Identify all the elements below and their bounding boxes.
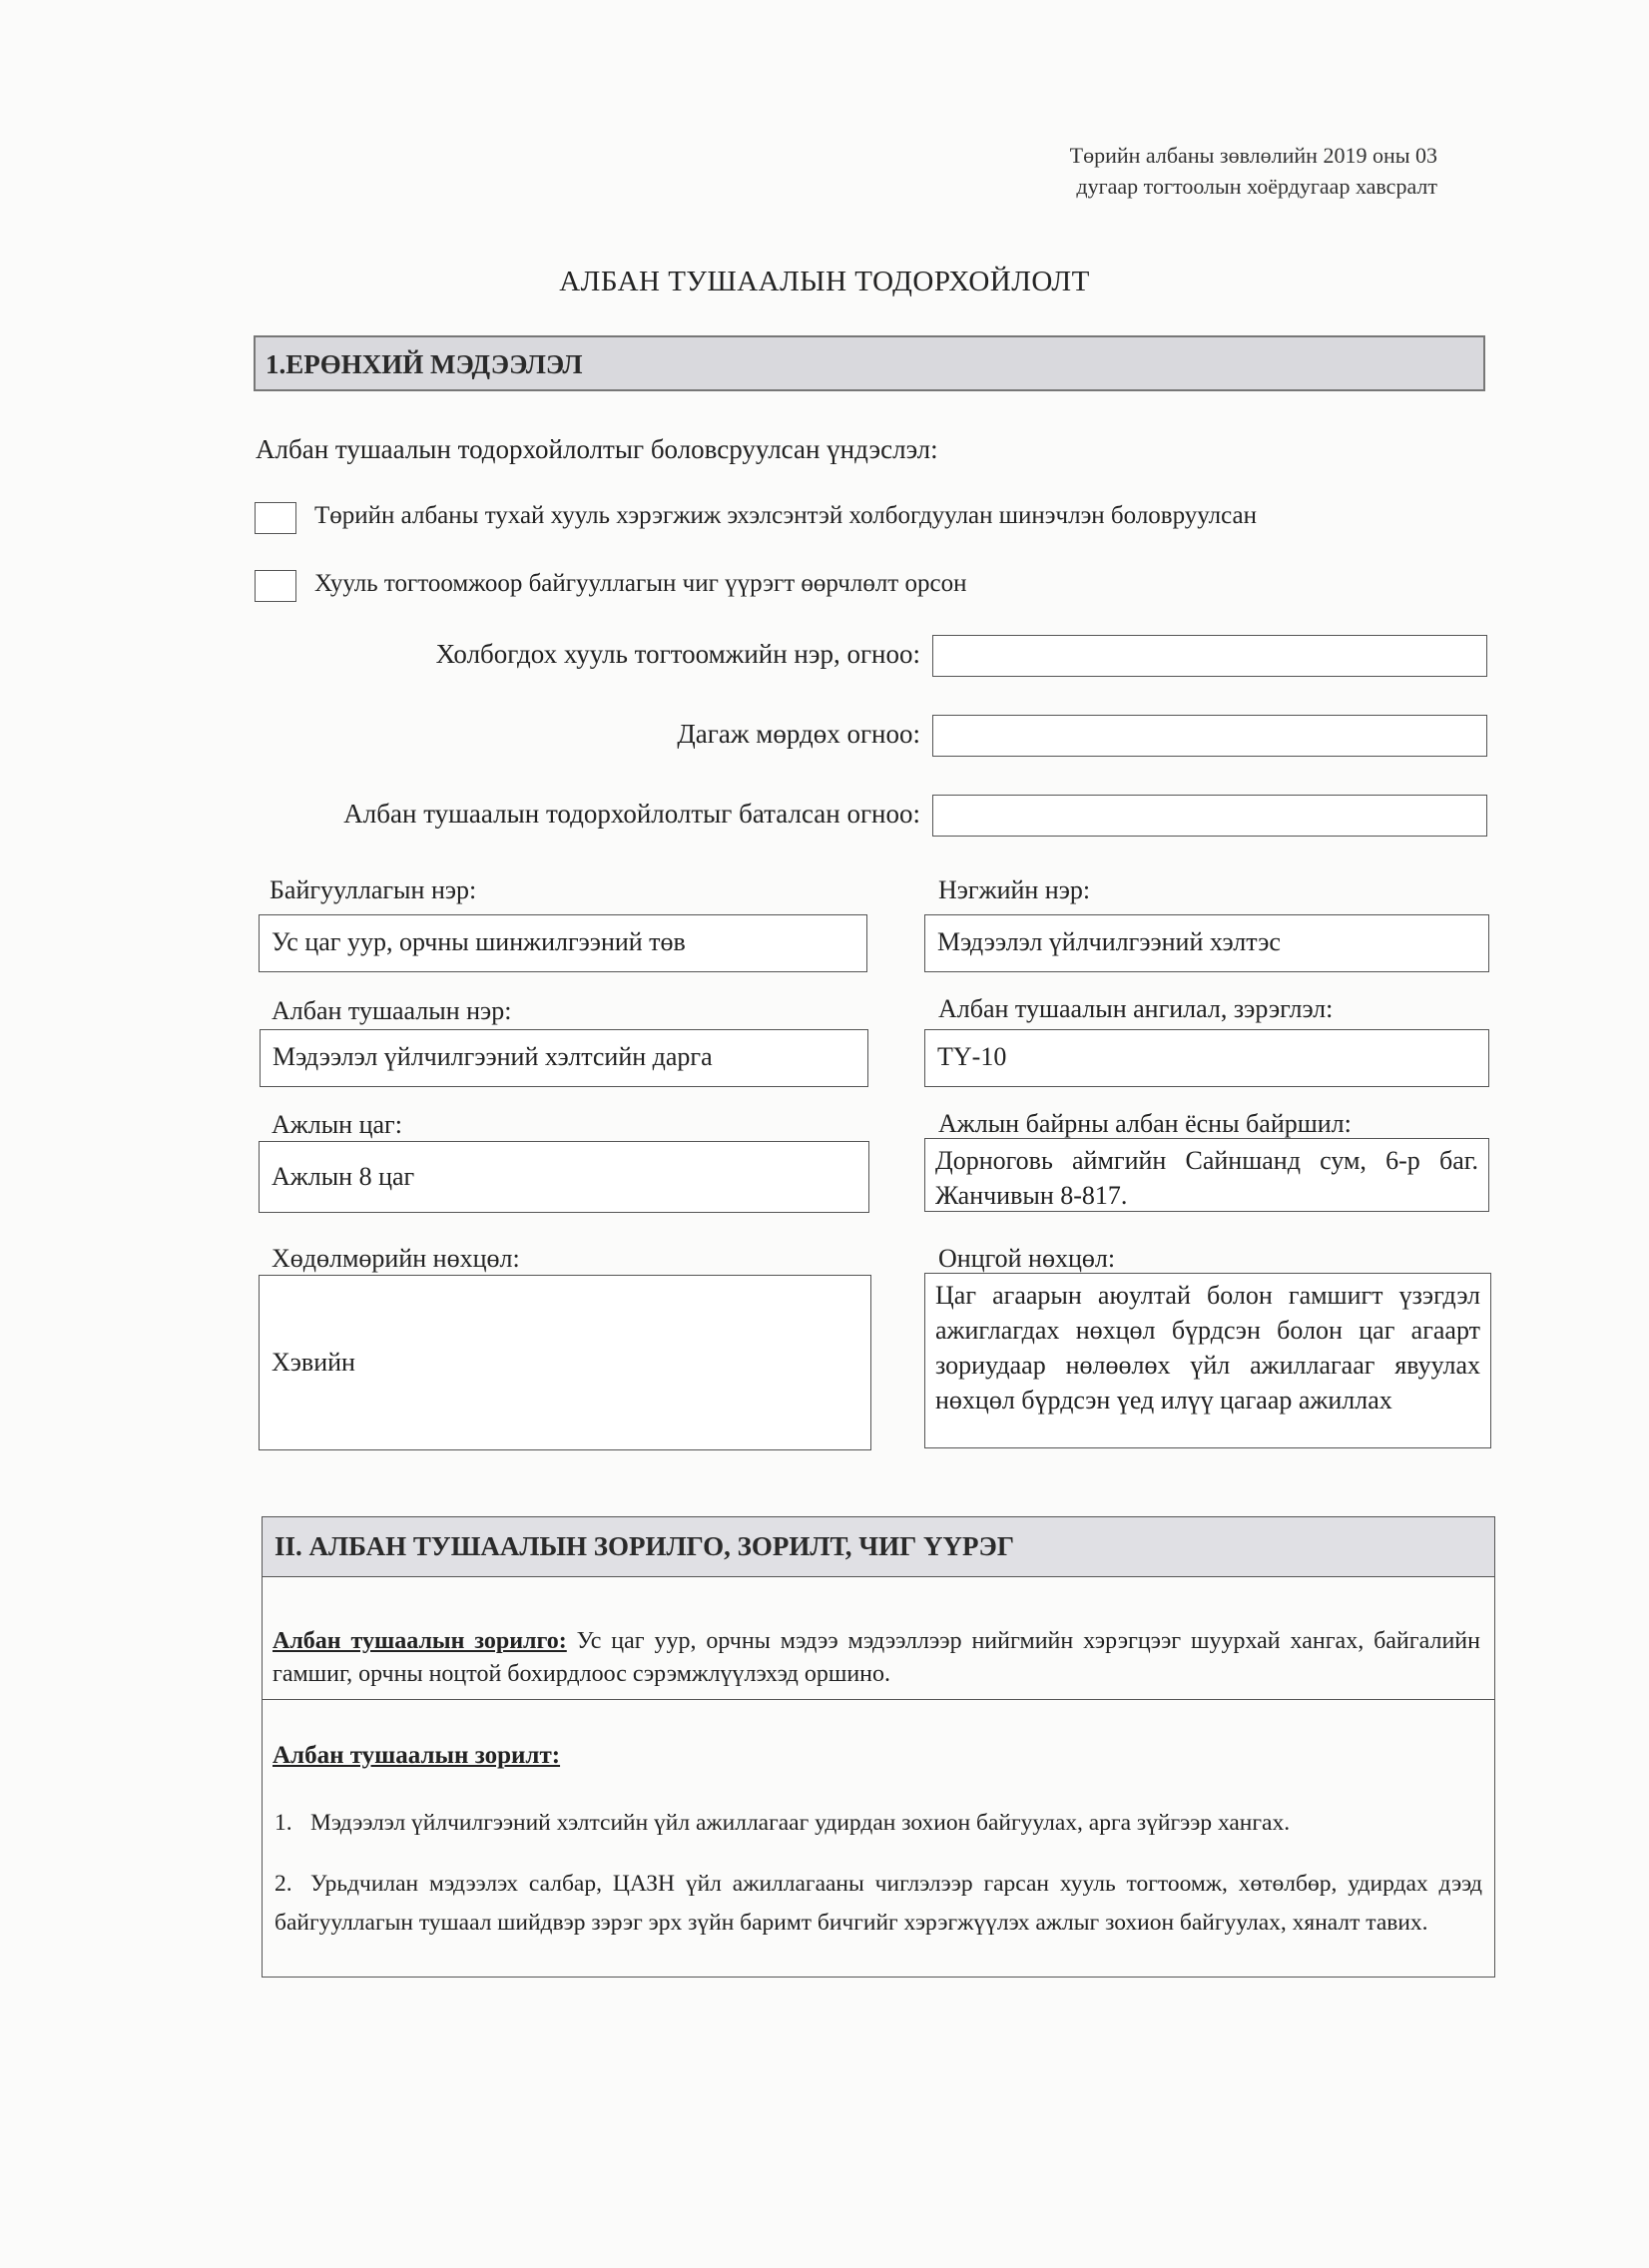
header-note	[978, 140, 1437, 202]
goal-divider	[263, 1699, 1494, 1700]
header-note-line1: Төрийн албаны зөвлөлийн 2019 оны 03	[1069, 143, 1437, 168]
org-name-value: Ус цаг уур, орчны шинжилгээний төв	[259, 914, 867, 972]
location-label: Ажлын байрны албан ёсны байршил:	[938, 1109, 1352, 1138]
section2-box	[262, 1516, 1495, 1978]
header-note-line2: дугаар тогтоолын хоёрдугаар хавсралт	[1076, 174, 1437, 199]
approved-date-label: Албан тушаалын тодорхойлолтыг баталсан огноо:	[343, 799, 920, 829]
unit-name-value: Мэдээлэл үйлчилгээний хэлтэс	[924, 914, 1489, 972]
special-conditions-label: Онцгой нөхцөл:	[938, 1244, 1116, 1273]
section2-heading-bar	[263, 1517, 1494, 1577]
checkbox-new-law[interactable]	[255, 502, 296, 534]
goal-label: Албан тушаалын зорилго:	[273, 1628, 567, 1654]
objectives-label: Албан тушаалын зорилт:	[273, 1742, 561, 1769]
section2-heading: II. АЛБАН ТУШААЛЫН ЗОРИЛГО, ЗОРИЛТ, ЧИГ ҮҮРЭГ	[275, 1531, 1014, 1561]
work-hours-value: Ажлын 8 цаг	[259, 1141, 869, 1213]
effective-date-field[interactable]	[932, 715, 1487, 757]
objective-item	[275, 1865, 1482, 1943]
section1-heading-bar	[254, 335, 1485, 391]
law-name-field[interactable]	[932, 635, 1487, 677]
conditions-label: Хөдөлмөрийн нөхцөл:	[272, 1244, 520, 1273]
document-title: АЛБАН ТУШААЛЫН ТОДОРХОЙЛОЛТ	[559, 266, 1090, 297]
objective-number: 2.	[275, 1871, 292, 1897]
position-class-value: ТҮ-10	[924, 1029, 1489, 1087]
basis-label: Албан тушаалын тодорхойлолтыг боловсруулсан үндэслэл:	[256, 434, 938, 464]
checkbox-new-law-label: Төрийн албаны тухай хууль хэрэгжиж эхэлсэнтэй холбогдуулан шинэчлэн боловруулсан	[314, 502, 1258, 529]
org-name-label: Байгууллагын нэр:	[270, 875, 477, 904]
objective-item	[275, 1804, 1482, 1843]
checkbox-law-change-label: Хууль тогтоомжоор байгууллагын чиг үүрэгт өөрчлөлт орсон	[314, 570, 967, 597]
checkbox-law-change[interactable]	[255, 570, 296, 602]
unit-name-label: Нэгжийн нэр:	[938, 875, 1091, 904]
position-class-label: Албан тушаалын ангилал, зэрэглэл:	[938, 994, 1334, 1023]
objective-number: 1.	[275, 1810, 292, 1836]
approved-date-field[interactable]	[932, 795, 1487, 837]
position-name-label: Албан тушаалын нэр:	[272, 996, 512, 1025]
objective-text: Мэдээлэл үйлчилгээний хэлтсийн үйл ажиллагааг удирдан зохион байгуулах, арга зүйгээр хангах.	[310, 1810, 1291, 1836]
goal-paragraph	[273, 1625, 1480, 1691]
conditions-value: Хэвийн	[259, 1275, 871, 1450]
law-name-label: Холбогдох хууль тогтоомжийн нэр, огноо:	[435, 639, 920, 669]
position-name-value: Мэдээлэл үйлчилгээний хэлтсийн дарга	[260, 1029, 868, 1087]
location-value: Дорноговь аймгийн Сайншанд сум, 6-р баг. Жанчивын 8-817.	[924, 1138, 1489, 1212]
section1-heading: 1.ЕРӨНХИЙ МЭДЭЭЛЭЛ	[266, 349, 583, 379]
effective-date-label: Дагаж мөрдөх огноо:	[677, 719, 920, 749]
objective-text: Урьдчилан мэдээлэх салбар, ЦАЗН үйл ажиллагааны чиглэлээр гарсан хууль тогтоомж, хөтөлбөр, удирдах дээд байгууллагын тушаал шийдвэр зэрэг эрх зүйн баримт бичгийг хэрэгжүүлэх ажлыг зохион байгуулах, хяналт тавих.	[275, 1871, 1482, 1936]
work-hours-label: Ажлын цаг:	[272, 1110, 402, 1139]
goal-text: Ус цаг уур, орчны мэдээ мэдээллээр нийгмийн хэрэгцээг шуурхай хангах, байгалийн гамшиг, орчны ноцтой бохирдлоос сэрэмжлүүлэхэд оршино.	[273, 1628, 1480, 1687]
special-conditions-value: Цаг агаарын аюултай болон гамшигт үзэгдэл ажиглагдах нөхцөл бүрдсэн болон цаг агаарт зориудаар нөлөөлөх үйл ажиллагааг явуулах нөхцөл бүрдсэн үед илүү цагаар ажиллах	[924, 1273, 1491, 1448]
